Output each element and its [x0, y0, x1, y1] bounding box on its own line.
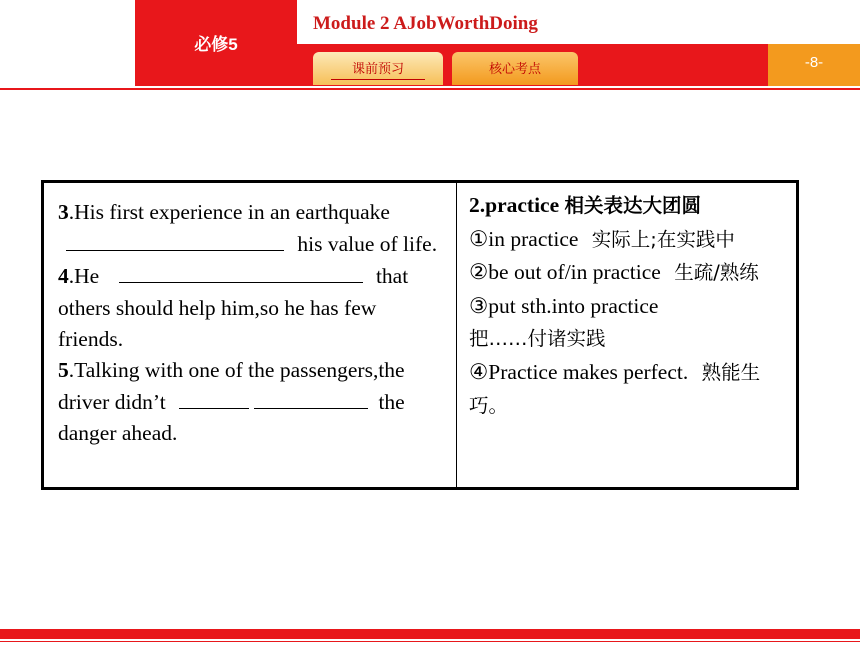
tab-preview[interactable]: [313, 52, 443, 85]
page-number: -8-: [804, 54, 824, 71]
entry-marker: ②: [469, 260, 489, 284]
tab-core-points[interactable]: [452, 52, 578, 85]
entry-marker: ①: [469, 226, 489, 251]
entry-chinese: 把……付诸实践: [469, 327, 606, 350]
item-text: the danger ahead.: [58, 390, 405, 446]
entry-english: be out of/in practice: [488, 260, 661, 284]
content-table: [41, 180, 799, 490]
entry-english: in practice: [488, 226, 579, 251]
heading-zh: 相关表达大团圆: [564, 194, 702, 217]
footer-bar: [0, 629, 860, 639]
entry-marker: ③: [469, 293, 489, 318]
expression-entry: [469, 256, 787, 290]
item-number: 4: [58, 264, 69, 289]
expression-column: [469, 189, 787, 423]
heading-word: 2.practice: [469, 193, 560, 217]
column-divider: [456, 183, 457, 487]
entry-marker: ④: [469, 359, 489, 384]
tab-core-points-label: 核心考点: [488, 62, 541, 77]
module-title: Module 2 AJobWorthDoing: [313, 13, 538, 34]
practice-heading: [469, 189, 787, 223]
footer-line: [0, 641, 860, 642]
item-text: his value of life.: [297, 232, 438, 257]
subject-block: [135, 0, 297, 86]
exercise-item: [58, 355, 444, 450]
answer-blank[interactable]: [179, 386, 249, 409]
answer-blank-continued[interactable]: [254, 386, 368, 409]
item-text: .Talking with one of the passengers,the driver didn’t: [58, 358, 405, 415]
item-number: 5: [58, 358, 69, 383]
entry-english: Practice makes perfect.: [488, 359, 689, 384]
item-number: 3: [58, 200, 69, 224]
item-text: .His first experience in an earthquake: [68, 200, 390, 224]
entry-chinese: 生疏/熟练: [674, 261, 759, 284]
exercise-item: [58, 260, 444, 355]
expression-entry: [469, 223, 787, 257]
entry-chinese: 实际上;在实践中: [591, 227, 735, 251]
subject-label: 必修5: [194, 35, 238, 54]
exercise-item: [58, 197, 444, 260]
exercise-column: [58, 197, 444, 450]
tab-preview-label: 课前预习: [351, 62, 404, 77]
answer-blank[interactable]: [66, 228, 284, 251]
page-number-box: [768, 44, 860, 86]
answer-blank[interactable]: [119, 260, 363, 283]
entry-english: put sth.into practice: [488, 293, 659, 318]
entry-chinese: 熟能生巧。: [469, 360, 761, 417]
tab-active-underline: [331, 79, 425, 80]
item-text: .He: [68, 264, 100, 289]
expression-entry: [469, 290, 787, 356]
header-divider: [0, 88, 860, 90]
item-text: that others should help him,so he has few friends.: [58, 264, 409, 351]
expression-entry: [469, 356, 787, 423]
